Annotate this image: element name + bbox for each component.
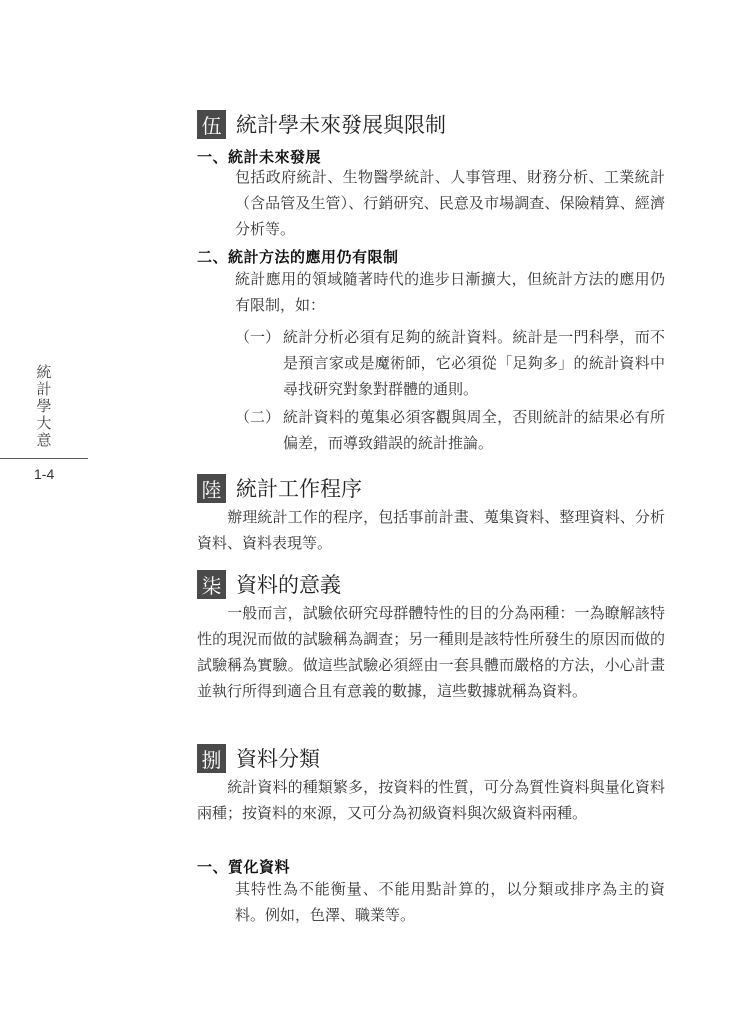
section-badge: 捌	[197, 744, 226, 773]
running-header-vertical	[34, 364, 54, 449]
running-header-char: 意	[36, 431, 52, 449]
paragraph: 辦理統計工作的程序，包括事前計畫、蒐集資料、整理資料、分析資料、資料表現等。	[197, 508, 665, 552]
paragraph: 統計應用的領域隨著時代的進步日漸擴大，但統計方法的應用仍有限制，如：	[235, 270, 665, 314]
list-item	[235, 404, 665, 456]
section-badge: 陸	[197, 474, 226, 503]
section-badge: 伍	[197, 110, 226, 139]
running-header-char: 大	[36, 414, 52, 432]
paragraph: 統計資料的種類繁多，按資料的性質，可分為質性資料與量化資料兩種；按資料的來源，又可分為初級資料與次級資料兩種。	[197, 778, 665, 822]
section-badge: 柒	[197, 570, 226, 599]
paragraph: 一般而言，試驗依研究母群體特性的目的分為兩種：一為瞭解該特性的現況而做的試驗稱為調查；另一種則是該特性所發生的原因而做的試驗稱為實驗。做這些試驗必須經由一套具體而嚴格的方法，小心計畫並執行所得到適合且有意義的數據，這些數據就稱為資料。	[197, 604, 665, 700]
section-title: 統計學未來發展與限制	[236, 113, 446, 137]
running-header-char: 統	[36, 363, 52, 381]
subheading: 二、統計方法的應用仍有限制	[197, 248, 399, 266]
section-heading-6	[197, 472, 362, 504]
section-heading-5	[197, 108, 446, 140]
section-title: 資料的意義	[236, 573, 341, 597]
header-divider	[0, 458, 88, 459]
section-heading-7	[197, 568, 341, 600]
paragraph: 包括政府統計、生物醫學統計、人事管理、財務分析、工業統計（含品管及生管）、行銷研究、民意及市場調查、保險精算、經濟分析等。	[235, 168, 665, 238]
running-header-char: 學	[36, 397, 52, 415]
page-number: 1-4	[34, 466, 55, 482]
list-item-number: （二）	[235, 408, 281, 426]
list-item-text: 統計分析必須有足夠的統計資料。統計是一門科學，而不是預言家或是魔術師，它必須從「足夠多」的統計資料中尋找研究對象對群體的通則。	[283, 328, 665, 398]
section-title: 資料分類	[236, 747, 320, 771]
list-item-number: （一）	[235, 328, 281, 346]
paragraph: 其特性為不能衡量、不能用點計算的，以分類或排序為主的資料。例如，色澤、職業等。	[235, 880, 665, 924]
running-header-char: 計	[36, 380, 52, 398]
list-item	[235, 324, 665, 402]
subheading: 一、統計未來發展	[197, 148, 322, 166]
section-title: 統計工作程序	[236, 477, 362, 501]
list-item-text: 統計資料的蒐集必須客觀與周全，否則統計的結果必有所偏差，而導致錯誤的統計推論。	[283, 408, 665, 452]
subheading: 一、質化資料	[197, 858, 291, 876]
section-heading-8	[197, 742, 320, 774]
